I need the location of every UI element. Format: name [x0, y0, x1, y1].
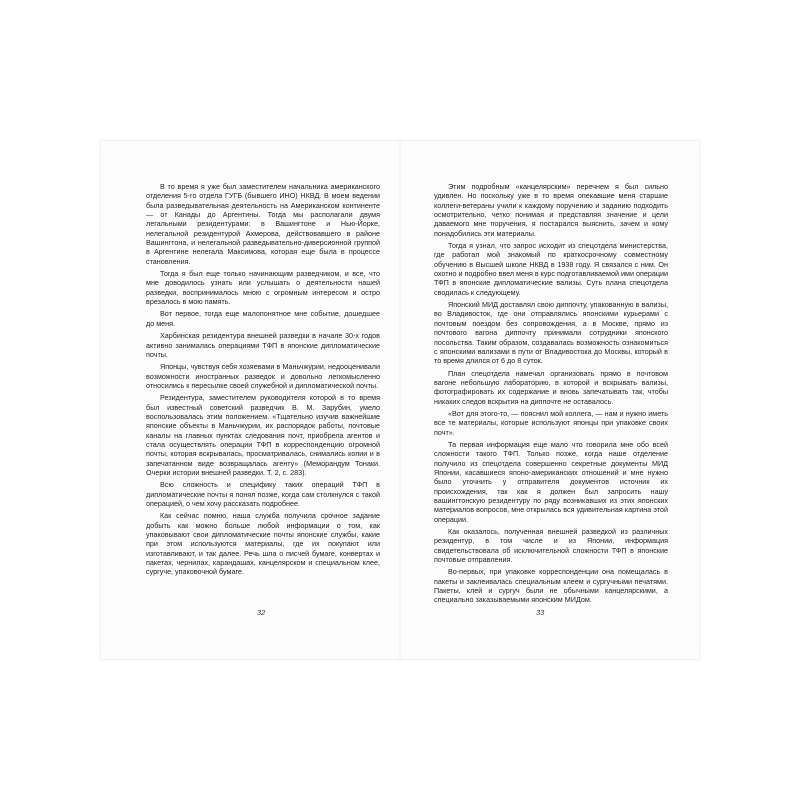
right-page-text: [434, 182, 668, 605]
paragraph: Та первая информация еще мало что говорила мне обо всей сложности такого ТФП. Только позже, когда наше отделение получило из спецотдела совершенно секретные документы МИД Японии, касавшиеся японо-американских отношений и мне нужно было уточнить у отправителя документов источник их происхождения, так как я должен был запросить нашу вашингтонскую резидентуру по ряду возникавших из этих японских материалов вопросов, мне открылась вся удивительная картина этой операции.: [434, 439, 668, 524]
left-page-text: [146, 182, 380, 577]
paragraph: Японцы, чувствуя себя хозяевами в Маньчжурии, недооценивали возможности иностранных разведок и довольно легкомысленно относились к пересылке своей служебной и дипломатической почты.: [146, 362, 380, 390]
paragraph: Во-первых, при упаковке корреспонденции она помещалась в пакеты и заклеивалась специальным клеем и сургучными печатями. Пакеты, клей и сургуч были не обычными канцелярскими, а специально заказываемыми японским МИДом.: [434, 567, 668, 605]
paragraph: Тогда я узнал, что запрос исходит из спецотдела министерства, где работал мой знакомый по краткосрочному совместному обучению в Высшей школе НКВД в 1938 году. Я связался с ним. Он охотно и подробно ввел меня в курс подготавливаемой ими операции ТФП в японские дипломатические вализы. Суть плана спецотдела сводилась к следующему.: [434, 241, 668, 297]
paragraph: Этим подробным «канцелярским» перечнем я был сильно удивлен. Но поскольку уже в то время опекавшие меня старшие коллеги-ветераны учили к каждому поручению и заданию подходить осмотрительно, четко понимая и представляя значение и цели даваемого мне поручения, я постарался выяснить, зачем и кому понадобились эти материалы.: [434, 182, 668, 238]
paragraph: Как сейчас помню, наша служба получила срочное задание добыть как можно больше любой информации о том, как упаковывают свои дипломатические почты японские службы, какие при этом используются материалы, где их покупают или изготавливают, и так далее. Речь шла о писчей бумаге, конвертах и пакетах, чернилах, карандашах, канцелярском и специальном клее, сургуче, упаковочной бумаге.: [146, 511, 380, 577]
paragraph: «Вот для этого-то, — пояснил мой коллега, — нам и нужно иметь все те материалы, которые используют японцы при упаковке своих почт».: [434, 408, 668, 437]
paragraph: Как оказалось, полученная внешней разведкой из различных резидентур, в том числе и из Японии, информация свидетельствовала об исключительной сложности ТФП в японские почтовые отправления.: [434, 527, 668, 565]
paragraph: Японский МИД доставлял свою диппочту, упакованную в вализы, во Владивосток, где они отправлялись японскими курьерами с почтовым поездом без сопровождения, а в Москве, прямо из почтового вагона диппочту принимали сотрудники японского посольства. Таким образом, создавалась возможность ознакомиться с японскими вализами в пути от Владивостока до Москвы, который в то время длился от 6 до 8 суток.: [434, 300, 668, 366]
paragraph: Резидентура, заместителем руководителя которой в то время был известный советский разведчик В. М. Зарубин, умело воспользовалась этим положением. «Тщательно изучив важнейшие японские объекты в Маньчжурии, их распорядок работы, почтовые каналы на главных пунктах следования почт, приобрела агентов и стала осуществлять операции ТФП в корреспонденцию огромной почты, которая вскрывалась, просматривалась, снимались копии и в запечатанном виде возвращалась агенту» (Меморандум Тонаки. Очерки истории внешней разведки. Т. 2, с. 283).: [146, 393, 380, 477]
book-spread: [101, 141, 699, 659]
paragraph: В то время я уже был заместителем начальника американского отделения 5-го отдела ГУГБ (бывшего ИНО) НКВД. В моем ведении была разведывательная деятельность на Американском континенте — от Канады до Аргентины. Тогда мы располагали двумя легальными резидентурами: в Вашингтоне и Нью-Йорке, нелегальной резидентурой Ахмерова, действовавшего в районе Вашингтона, и нелегальной разведывательно-диверсионной группой в Аргентине нелегала Максимова, которая еще была в процессе становления.: [146, 182, 380, 266]
right-page: [400, 141, 699, 659]
paragraph: Всю сложность и специфику таких операций ТФП в дипломатические почты я понял позже, когда сам столкнулся с такой операцией, о чем хочу рассказать подробнее.: [146, 480, 380, 508]
left-page: [101, 141, 400, 659]
paragraph: План спецотдела намечал организовать прямо в почтовом вагоне небольшую лабораторию, в которой и вскрывать вализы, фотографировать их содержание и вновь запечатывать так, чтобы никаких следов вскрытия на диппочте не оставалось.: [434, 368, 668, 406]
page-number: 32: [257, 608, 266, 617]
paragraph: Харбинская резидентура внешней разведки в начале 30-х годов активно занималась операциями ТФП в японские дипломатические почты.: [146, 331, 380, 359]
paragraph: Тогда я был еще только начинающим разведчиком, и все, что мне доводилось узнать или услышать о деятельности нашей разведки, воспринималось мною с огромным интересом и остро врезалось в мою память.: [146, 269, 380, 307]
page-number: 33: [536, 608, 545, 617]
paragraph: Вот первое, тогда еще малопонятное мне событие, дошедшее до меня.: [146, 309, 380, 328]
